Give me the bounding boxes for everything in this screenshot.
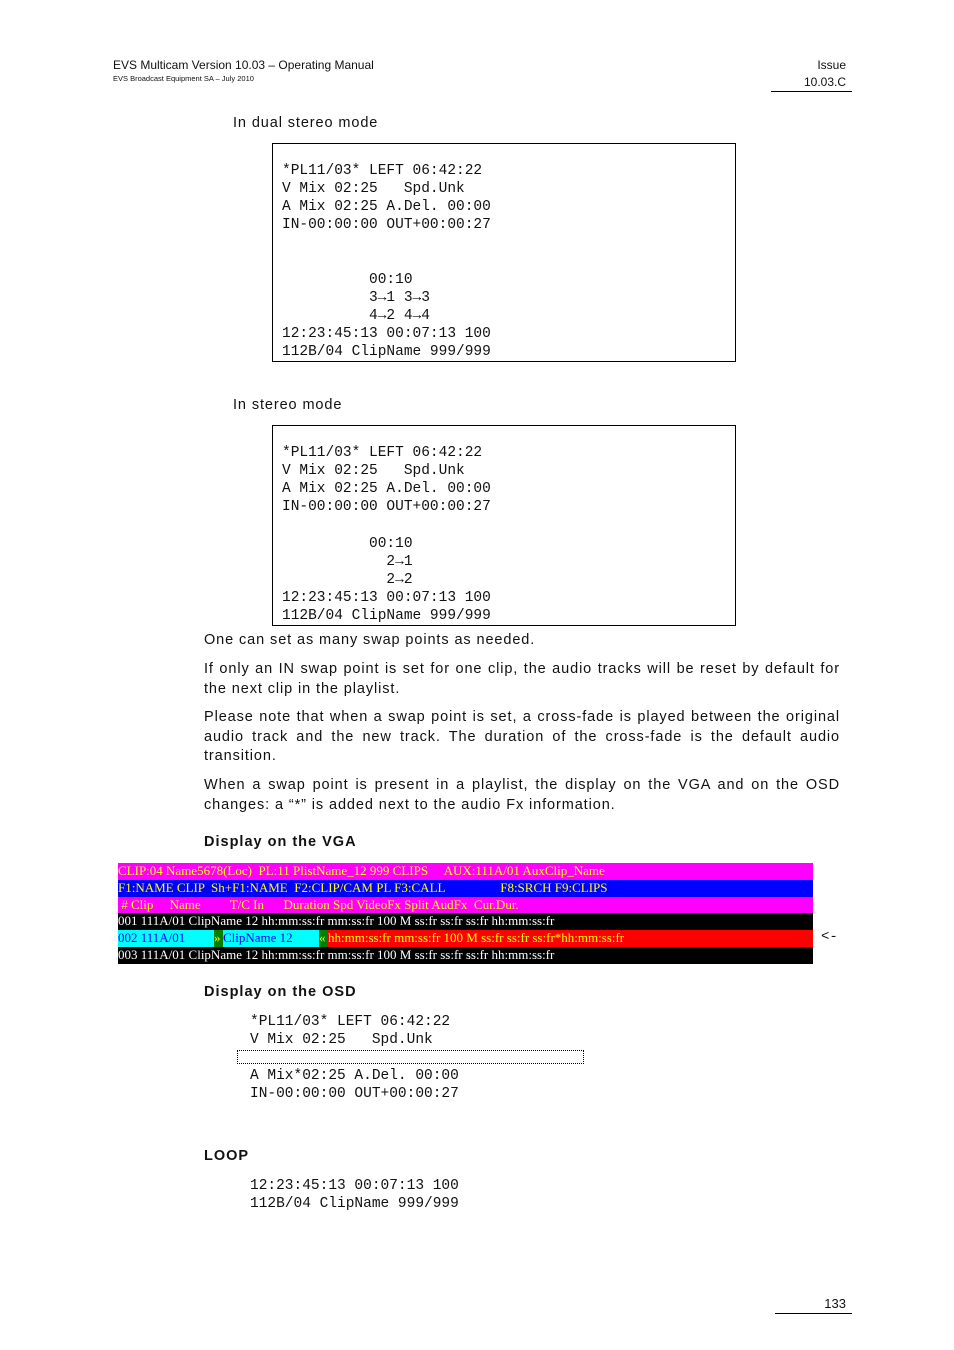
lcd-line: 112B/04 ClipName 999/999 bbox=[282, 344, 491, 360]
current-row-marker: <- bbox=[821, 929, 838, 945]
vga-display bbox=[118, 863, 813, 963]
osd-line: 112B/04 ClipName 999/999 bbox=[250, 1196, 459, 1212]
lcd-line: IN-00:00:00 OUT+00:00:27 bbox=[282, 499, 491, 515]
osd-line: IN-00:00:00 OUT+00:00:27 bbox=[250, 1086, 459, 1102]
osd-line: V Mix 02:25 Spd.Unk bbox=[250, 1032, 433, 1048]
osd-line: 12:23:45:13 00:07:13 100 bbox=[250, 1178, 459, 1194]
table-row: 001 111A/01 ClipName 12 hh:mm:ss:fr mm:ss:fr 100 M ss:fr ss:fr ss:fr hh:mm:ss:fr bbox=[118, 913, 813, 930]
lcd-line: 2→2 bbox=[282, 572, 413, 588]
lcd-line: 12:23:45:13 00:07:13 100 bbox=[282, 326, 491, 342]
paragraph: One can set as many swap points as needed. bbox=[204, 632, 536, 648]
loop-label: LOOP bbox=[204, 1148, 250, 1164]
vga-column-header: # Clip Name T/C In Duration Spd VideoFx Split AudFx Cur.Dur. bbox=[118, 897, 813, 914]
lcd-line: A Mix 02:25 A.Del. 00:00 bbox=[282, 481, 491, 497]
swap-in-marker: » bbox=[214, 930, 223, 947]
vga-status-row: CLIP:04 Name5678(Loc) PL:11 PlistName_12 999 CLIPS AUX:111A/01 AuxClip_Name bbox=[118, 863, 813, 880]
lcd-line: 00:10 bbox=[282, 536, 413, 552]
lcd-line: 12:23:45:13 00:07:13 100 bbox=[282, 590, 491, 606]
header-rule bbox=[771, 91, 852, 92]
lcd-line: *PL11/03* LEFT 06:42:22 bbox=[282, 445, 483, 461]
lcd-line: V Mix 02:25 Spd.Unk bbox=[282, 181, 465, 197]
dual-stereo-lcd bbox=[272, 143, 736, 362]
table-row: 003 111A/01 ClipName 12 hh:mm:ss:fr mm:ss:fr 100 M ss:fr ss:fr ss:fr hh:mm:ss:fr bbox=[118, 947, 813, 964]
osd-line: A Mix*02:25 A.Del. 00:00 bbox=[250, 1068, 459, 1084]
issue-label: Issue bbox=[817, 58, 846, 72]
dual-stereo-caption: In dual stereo mode bbox=[233, 115, 379, 131]
stereo-caption: In stereo mode bbox=[233, 397, 343, 413]
paragraph: Please note that when a swap point is set, a cross-fade is played between the original audio track and the new track. The duration of the cross-fade is the default audio transition. bbox=[204, 709, 840, 764]
swap-out-marker: « bbox=[319, 930, 328, 947]
paragraph: If only an IN swap point is set for one clip, the audio tracks will be reset by default for the next clip in the playlist. bbox=[204, 661, 840, 697]
lcd-line: 4→2 4→4 bbox=[282, 308, 430, 324]
lcd-line: *PL11/03* LEFT 06:42:22 bbox=[282, 163, 483, 179]
vga-function-row: F1:NAME CLIP Sh+F1:NAME F2:CLIP/CAM PL F3:CALL F8:SRCH F9:CLIPS bbox=[118, 880, 813, 897]
vga-heading: Display on the VGA bbox=[204, 834, 357, 850]
lcd-line: V Mix 02:25 Spd.Unk bbox=[282, 463, 465, 479]
osd-heading: Display on the OSD bbox=[204, 984, 357, 1000]
row-values-cell: hh:mm:ss:fr mm:ss:fr 100 M ss:fr ss:fr ss:fr*hh:mm:ss:fr bbox=[328, 930, 813, 947]
osd-line: *PL11/03* LEFT 06:42:22 bbox=[250, 1014, 451, 1030]
lcd-line: IN-00:00:00 OUT+00:00:27 bbox=[282, 217, 491, 233]
page-number: 133 bbox=[824, 1296, 846, 1311]
paragraph: When a swap point is present in a playlist, the display on the VGA and on the OSD changes: a “*” is added next to the audio Fx information. bbox=[204, 777, 840, 813]
osd-placeholder-box bbox=[237, 1050, 584, 1064]
lcd-line: 00:10 bbox=[282, 272, 413, 288]
issue-value: 10.03.C bbox=[803, 75, 846, 89]
footer-rule bbox=[775, 1313, 852, 1314]
stereo-lcd bbox=[272, 425, 736, 626]
lcd-line: 3→1 3→3 bbox=[282, 290, 430, 306]
lcd-line: A Mix 02:25 A.Del. 00:00 bbox=[282, 199, 491, 215]
row-id-cell: 002 111A/01 bbox=[118, 930, 214, 947]
clip-name-cell: ClipName 12 bbox=[223, 930, 319, 947]
manual-subtitle: EVS Broadcast Equipment SA – July 2010 bbox=[113, 74, 254, 83]
lcd-line: 2→1 bbox=[282, 554, 413, 570]
lcd-line: 112B/04 ClipName 999/999 bbox=[282, 608, 491, 624]
manual-title: EVS Multicam Version 10.03 – Operating Manual bbox=[113, 58, 374, 72]
table-row-selected bbox=[118, 930, 813, 947]
